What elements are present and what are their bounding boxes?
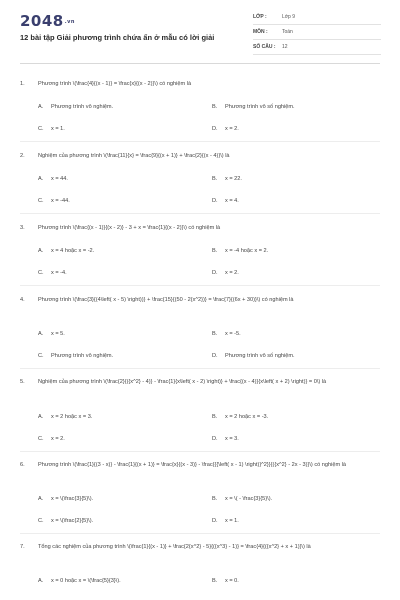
option-c[interactable]: [38, 517, 93, 526]
question-3: [20, 224, 380, 276]
option-a[interactable]: [38, 577, 121, 586]
option-text: x = \(\frac{2}{5}\).: [51, 518, 94, 524]
option-letter: B.: [212, 248, 218, 254]
question-number: 7.: [20, 544, 25, 550]
option-text: x = 2.: [225, 126, 239, 132]
meta-row-grade: [253, 10, 381, 25]
option-c[interactable]: [38, 197, 70, 206]
question-separator: [20, 368, 380, 369]
option-b[interactable]: [212, 577, 239, 586]
option-d[interactable]: [212, 125, 239, 134]
option-letter: D.: [212, 198, 218, 204]
option-a[interactable]: [38, 175, 68, 184]
option-c[interactable]: [38, 125, 65, 134]
meta-value: Toán: [282, 29, 293, 35]
option-letter: D.: [212, 270, 218, 276]
option-letter: A.: [38, 414, 44, 420]
question-number: 4.: [20, 297, 25, 303]
option-letter: A.: [38, 578, 44, 584]
option-letter: A.: [38, 176, 44, 182]
option-letter: D.: [212, 436, 218, 442]
option-text: Phương trình vô nghiệm.: [51, 353, 114, 359]
option-letter: C.: [38, 198, 44, 204]
option-a[interactable]: [38, 330, 65, 339]
option-a[interactable]: [38, 495, 93, 504]
question-number: 6.: [20, 462, 25, 468]
option-text: x = -44.: [51, 198, 70, 204]
option-text: x = -5.: [225, 331, 241, 337]
option-d[interactable]: [212, 197, 239, 206]
document-title: 12 bài tập Giải phương trình chứa ẩn ở mẫu có lời giải: [20, 33, 215, 42]
logo-text: 2048: [20, 12, 64, 30]
question-text: Nghiệm của phương trình \(\frac{2}{({x^2} - 4)} - \frac{1}{x\left( x - 2) \right)} + \frac{(x - 4)}{x\left( x + 2) \right)} = 0\) là: [38, 379, 327, 385]
question-5: [20, 378, 380, 442]
option-text: x = 0.: [225, 578, 239, 584]
option-letter: A.: [38, 496, 44, 502]
option-text: x = 2.: [225, 270, 239, 276]
question-number: 3.: [20, 225, 25, 231]
option-text: x = 4.: [225, 198, 239, 204]
option-letter: D.: [212, 126, 218, 132]
option-d[interactable]: [212, 517, 239, 526]
logo-suffix: .vn: [64, 18, 75, 25]
question-text: Phương trình \(\frac{4}{(x - 1)} = \frac{x}{(x - 2)}\) có nghiệm là: [38, 81, 192, 87]
question-number: 1.: [20, 81, 25, 87]
question-separator: [20, 533, 380, 534]
option-b[interactable]: [212, 175, 242, 184]
question-text: Tổng các nghiệm của phương trình \(\frac{1}{(x - 1)} + \frac{2{x^2} - 5}{({x^3} - 1)} = \frac{4}{({x^2} + x + 1)}\) là: [38, 544, 311, 550]
option-b[interactable]: [212, 103, 295, 112]
option-text: x = 4 hoặc x = -2.: [51, 248, 95, 254]
option-b[interactable]: [212, 330, 241, 339]
option-text: x = 2.: [51, 436, 65, 442]
question-2: [20, 152, 380, 204]
option-c[interactable]: [38, 352, 113, 361]
option-letter: C.: [38, 518, 44, 524]
option-d[interactable]: [212, 435, 239, 444]
option-text: x = 22.: [225, 176, 242, 182]
meta-row-count: [253, 40, 381, 55]
option-letter: A.: [38, 248, 44, 254]
option-text: x = 2 hoặc x = 3.: [51, 414, 93, 420]
option-letter: B.: [212, 414, 218, 420]
option-b[interactable]: [212, 495, 272, 504]
question-separator: [20, 141, 380, 142]
question-number: 2.: [20, 153, 25, 159]
option-text: Phương trình vô nghiệm.: [51, 104, 114, 110]
option-text: x = \( - \frac{3}{5}\).: [225, 496, 273, 502]
header-divider: [20, 63, 380, 64]
option-b[interactable]: [212, 413, 268, 422]
option-text: x = 3.: [225, 436, 239, 442]
option-letter: D.: [212, 353, 218, 359]
option-c[interactable]: [38, 435, 65, 444]
option-b[interactable]: [212, 247, 268, 256]
meta-key: MÔN :: [253, 29, 268, 35]
question-text: Nghiệm của phương trình \(\frac{11}{x} = \frac{9}{(x + 1)} + \frac{2}{(x - 4)}\) là: [38, 153, 230, 159]
option-text: x = -4.: [51, 270, 67, 276]
option-letter: C.: [38, 436, 44, 442]
question-separator: [20, 451, 380, 452]
option-letter: C.: [38, 353, 44, 359]
option-letter: B.: [212, 496, 218, 502]
option-c[interactable]: [38, 269, 67, 278]
option-text: x = 0 hoặc x = \(\frac{5}{3}\).: [51, 578, 121, 584]
option-text: x = 1.: [51, 126, 65, 132]
question-7: [20, 543, 380, 584]
question-text: Phương trình \(\frac{3}{(4\left( x - 5) \right))} + \frac{15}{(50 - 2{x^2})} = \frac{7}{(6x + 30)}\) có nghiệm là: [38, 297, 294, 303]
option-text: x = 1.: [225, 518, 239, 524]
option-letter: B.: [212, 104, 218, 110]
option-letter: B.: [212, 176, 218, 182]
question-1: [20, 80, 380, 132]
option-a[interactable]: [38, 413, 92, 422]
option-letter: A.: [38, 104, 44, 110]
meta-key: LỚP :: [253, 14, 267, 20]
option-letter: C.: [38, 126, 44, 132]
question-text: Phương trình \(\frac{(x - 1)}{(x - 2)} - 3 + x = \frac{1}{(x - 2)}\) có nghiệm là: [38, 225, 221, 231]
option-letter: A.: [38, 331, 44, 337]
option-letter: C.: [38, 270, 44, 276]
option-d[interactable]: [212, 352, 295, 361]
question-separator: [20, 213, 380, 214]
option-letter: B.: [212, 578, 218, 584]
meta-value: Lớp 9: [282, 14, 296, 20]
option-text: x = 2 hoặc x = -3.: [225, 414, 269, 420]
question-4: [20, 296, 380, 359]
option-letter: B.: [212, 331, 218, 337]
meta-row-subject: [253, 25, 381, 40]
question-6: [20, 461, 380, 524]
option-letter: D.: [212, 518, 218, 524]
question-text: Phương trình \(\frac{1}{(3 - x)} - \frac{1}{(x + 1)} = \frac{x}{(x - 3)} - \frac{{{\left( x - 1) \right)}^2}}{({x^2} - 2x - 3)}\) có nghiệm là: [38, 462, 347, 468]
option-text: x = 44.: [51, 176, 68, 182]
option-text: Phương trình vô số nghiệm.: [225, 104, 295, 110]
meta-value: 12: [282, 44, 288, 50]
site-logo[interactable]: [20, 12, 75, 30]
option-a[interactable]: [38, 103, 113, 112]
option-text: x = 5.: [51, 331, 65, 337]
option-text: x = \(\frac{3}{5}\).: [51, 496, 94, 502]
option-a[interactable]: [38, 247, 94, 256]
question-number: 5.: [20, 379, 25, 385]
option-text: x = -4 hoặc x = 2.: [225, 248, 269, 254]
question-separator: [20, 285, 380, 286]
option-d[interactable]: [212, 269, 239, 278]
meta-info-table: [253, 10, 381, 55]
meta-key: SỐ CÂU :: [253, 44, 276, 50]
option-text: Phương trình vô số nghiệm.: [225, 353, 295, 359]
